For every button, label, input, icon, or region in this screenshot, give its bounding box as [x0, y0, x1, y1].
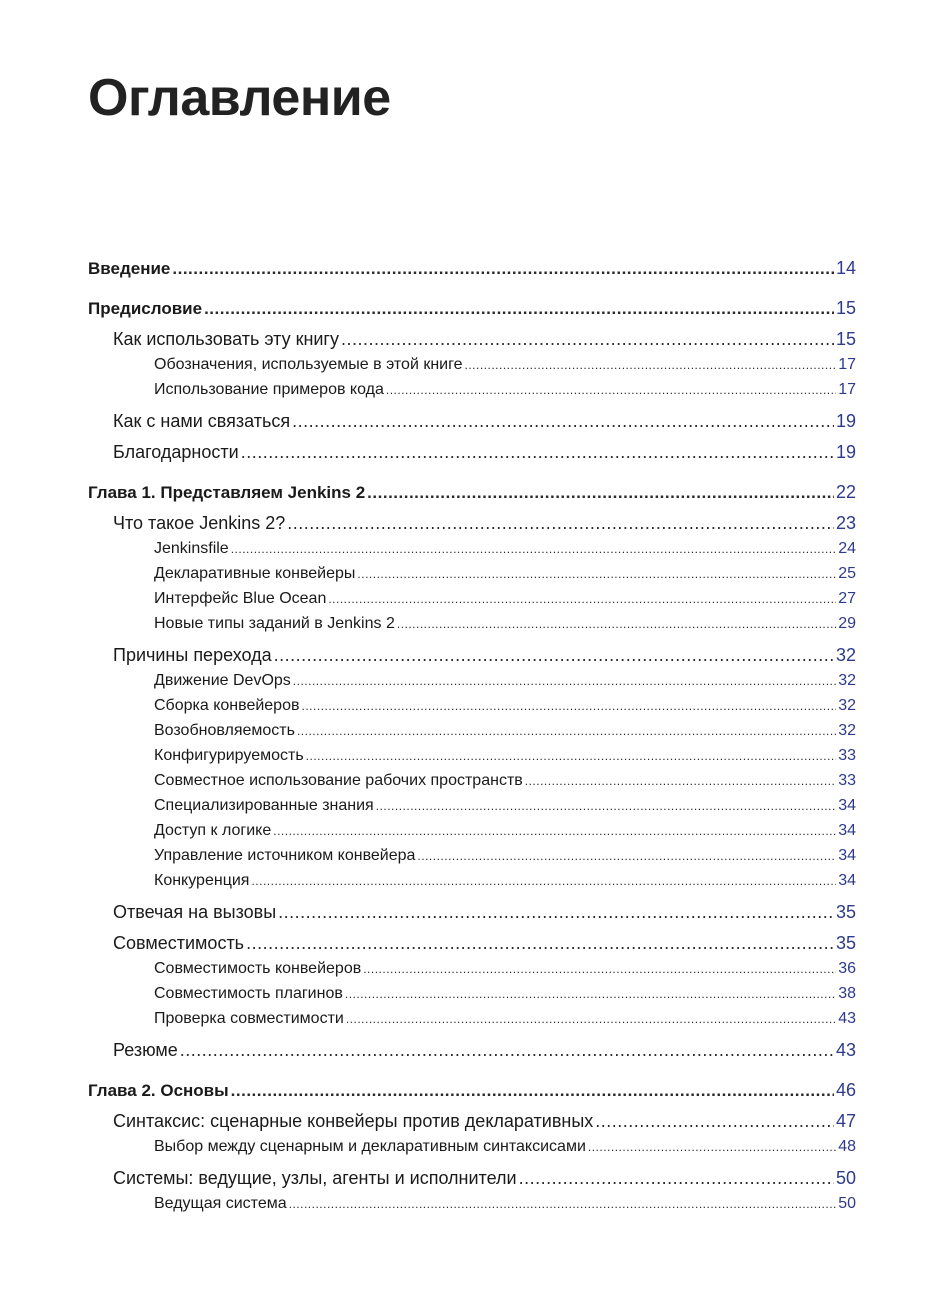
toc-entry[interactable]	[113, 901, 856, 923]
toc-entry-title: Совместное использование рабочих пространств	[154, 772, 523, 789]
toc-page-number[interactable]: 29	[838, 615, 856, 632]
toc-entry-title: Возобновляемость	[154, 722, 295, 739]
toc-page-number[interactable]: 50	[835, 1168, 856, 1188]
toc-page-number[interactable]: 34	[838, 797, 856, 814]
toc-page-number[interactable]: 17	[838, 356, 856, 373]
toc-entry[interactable]	[154, 1008, 856, 1030]
toc-dot-leader	[246, 932, 834, 954]
toc-entry[interactable]	[88, 297, 856, 320]
toc-page-number[interactable]: 43	[835, 1040, 856, 1060]
toc-entry[interactable]	[154, 379, 856, 401]
toc-dot-leader	[328, 588, 836, 610]
toc-entry[interactable]	[154, 720, 856, 742]
toc-page-number[interactable]: 32	[838, 697, 856, 714]
toc-page-number[interactable]: 43	[838, 1010, 856, 1027]
toc-entry-title: Глава 1. Представляем Jenkins 2	[88, 483, 366, 502]
toc-entry[interactable]	[154, 745, 856, 767]
toc-dot-leader	[417, 845, 836, 867]
toc-entry[interactable]	[154, 1193, 856, 1215]
toc-entry[interactable]	[113, 1039, 856, 1061]
toc-entry-title: Конкуренция	[154, 872, 250, 889]
toc-dot-leader	[397, 613, 836, 635]
toc-page-number[interactable]: 35	[835, 902, 856, 922]
toc-page-number[interactable]: 48	[838, 1138, 856, 1155]
toc-entry-title: Отвечая на вызовы	[113, 902, 277, 922]
toc-entry-title: Декларативные конвейеры	[154, 565, 356, 582]
toc-entry-title: Проверка совместимости	[154, 1010, 344, 1027]
toc-page-number[interactable]: 50	[838, 1195, 856, 1212]
toc-entry[interactable]	[154, 563, 856, 585]
toc-entry[interactable]	[154, 795, 856, 817]
toc-entry[interactable]	[154, 770, 856, 792]
toc-page-number[interactable]: 46	[835, 1080, 856, 1100]
toc-dot-leader	[293, 670, 836, 692]
toc-page-number[interactable]: 14	[835, 258, 856, 278]
toc-entry[interactable]	[154, 845, 856, 867]
toc-entry[interactable]	[88, 481, 856, 504]
toc-entry-title: Управление источником конвейера	[154, 847, 416, 864]
toc-dot-leader	[357, 563, 836, 585]
toc-page-number[interactable]: 33	[838, 772, 856, 789]
toc-page-number[interactable]: 32	[838, 722, 856, 739]
toc-entry-title: Выбор между сценарным и декларативным синтаксисами	[154, 1138, 586, 1155]
toc-page-number[interactable]: 38	[838, 985, 856, 1002]
toc-dot-leader	[376, 795, 837, 817]
toc-entry-title: Совместимость конвейеров	[154, 960, 362, 977]
toc-dot-leader	[341, 328, 834, 350]
toc-entry[interactable]	[154, 695, 856, 717]
toc-entry-title: Предисловие	[88, 299, 203, 318]
toc-dot-leader	[363, 958, 836, 980]
toc-dot-leader	[289, 1193, 837, 1215]
toc-dot-leader	[241, 441, 834, 463]
toc-entry[interactable]	[154, 1136, 856, 1158]
toc-entry[interactable]	[113, 1110, 856, 1132]
toc-entry[interactable]	[113, 512, 856, 534]
toc-entry[interactable]	[154, 538, 856, 560]
toc-entry-title: Ведущая система	[154, 1195, 287, 1212]
toc-page-number[interactable]: 32	[835, 645, 856, 665]
toc-dot-leader	[292, 410, 834, 432]
toc-page-number[interactable]: 25	[838, 565, 856, 582]
toc-dot-leader	[297, 720, 836, 742]
toc-page-number[interactable]: 15	[835, 298, 856, 318]
toc-page-number[interactable]: 33	[838, 747, 856, 764]
toc-page-number[interactable]: 17	[838, 381, 856, 398]
toc-entry-title: Конфигурируемость	[154, 747, 304, 764]
toc-entry[interactable]	[154, 354, 856, 376]
toc-entry-title: Доступ к логике	[154, 822, 272, 839]
toc-dot-leader	[346, 1008, 836, 1030]
toc-page-number[interactable]: 36	[838, 960, 856, 977]
toc-page-number[interactable]: 19	[835, 411, 856, 431]
toc-dot-leader	[306, 745, 837, 767]
toc-page-number[interactable]: 24	[838, 540, 856, 557]
page-title: Оглавление	[88, 69, 391, 127]
toc-entry-title: Глава 2. Основы	[88, 1081, 229, 1100]
toc-page-number[interactable]: 34	[838, 847, 856, 864]
toc-dot-leader	[231, 1080, 834, 1102]
toc-entry-title: Использование примеров кода	[154, 381, 384, 398]
toc-entry[interactable]	[113, 410, 856, 432]
toc-entry-title: Введение	[88, 259, 171, 278]
toc-page-number[interactable]: 27	[838, 590, 856, 607]
toc-entry[interactable]	[154, 958, 856, 980]
toc-entry-title: Совместимость	[113, 933, 245, 953]
toc-entry[interactable]	[88, 257, 856, 280]
toc-dot-leader	[519, 1167, 834, 1189]
toc-entry-title: Интерфейс Blue Ocean	[154, 590, 327, 607]
toc-entry[interactable]	[113, 328, 856, 350]
toc-page-number[interactable]: 19	[835, 442, 856, 462]
toc-entry-title: Системы: ведущие, узлы, агенты и исполнители	[113, 1168, 517, 1188]
toc-dot-leader	[273, 820, 836, 842]
toc-entry[interactable]	[88, 1079, 856, 1102]
toc-dot-leader	[588, 1136, 836, 1158]
toc-entry-title: Как использовать эту книгу	[113, 329, 340, 349]
toc-entry-title: Благодарности	[113, 442, 239, 462]
toc-page-number[interactable]: 35	[835, 933, 856, 953]
toc-dot-leader	[251, 870, 836, 892]
toc-dot-leader	[345, 983, 836, 1005]
toc-dot-leader	[180, 1039, 834, 1061]
toc-page-number[interactable]: 47	[835, 1111, 856, 1131]
toc-entry[interactable]	[113, 1167, 856, 1189]
toc-entry-title: Резюме	[113, 1040, 178, 1060]
toc-entry-title: Специализированные знания	[154, 797, 374, 814]
toc-entry[interactable]	[154, 670, 856, 692]
toc-dot-leader	[172, 258, 834, 280]
toc-dot-leader	[231, 538, 837, 560]
toc-dot-leader	[367, 482, 834, 504]
toc-entry-title: Как с нами связаться	[113, 411, 291, 431]
toc-entry[interactable]	[113, 441, 856, 463]
toc-page-number[interactable]: 34	[838, 822, 856, 839]
toc-page-number[interactable]: 15	[835, 329, 856, 349]
toc-entry[interactable]	[113, 932, 856, 954]
toc-page-number[interactable]: 22	[835, 482, 856, 502]
toc-entry[interactable]	[154, 588, 856, 610]
toc-page-number[interactable]: 34	[838, 872, 856, 889]
toc-entry[interactable]	[154, 870, 856, 892]
toc-entry-title: Сборка конвейеров	[154, 697, 300, 714]
toc-entry-title: Совместимость плагинов	[154, 985, 343, 1002]
toc-entry[interactable]	[113, 644, 856, 666]
toc-dot-leader	[274, 644, 834, 666]
toc-dot-leader	[301, 695, 836, 717]
toc-entry[interactable]	[154, 820, 856, 842]
table-of-contents	[88, 0, 856, 1300]
toc-entry-title: Обозначения, используемые в этой книге	[154, 356, 463, 373]
toc-entry-title: Новые типы заданий в Jenkins 2	[154, 615, 395, 632]
toc-dot-leader	[525, 770, 836, 792]
toc-page-number[interactable]: 32	[838, 672, 856, 689]
toc-page-number[interactable]: 23	[835, 513, 856, 533]
toc-entry-title: Движение DevOps	[154, 672, 291, 689]
toc-dot-leader	[386, 379, 836, 401]
toc-entry[interactable]	[154, 613, 856, 635]
toc-entry-title: Что такое Jenkins 2?	[113, 513, 286, 533]
toc-dot-leader	[595, 1110, 834, 1132]
toc-entry-title: Jenkinsfile	[154, 540, 229, 557]
toc-entry[interactable]	[154, 983, 856, 1005]
toc-entry-title: Причины перехода	[113, 645, 272, 665]
toc-dot-leader	[278, 901, 834, 923]
toc-dot-leader	[204, 298, 834, 320]
toc-dot-leader	[287, 512, 834, 534]
toc-entry-title: Синтаксис: сценарные конвейеры против декларативных	[113, 1111, 594, 1131]
toc-dot-leader	[465, 354, 837, 376]
